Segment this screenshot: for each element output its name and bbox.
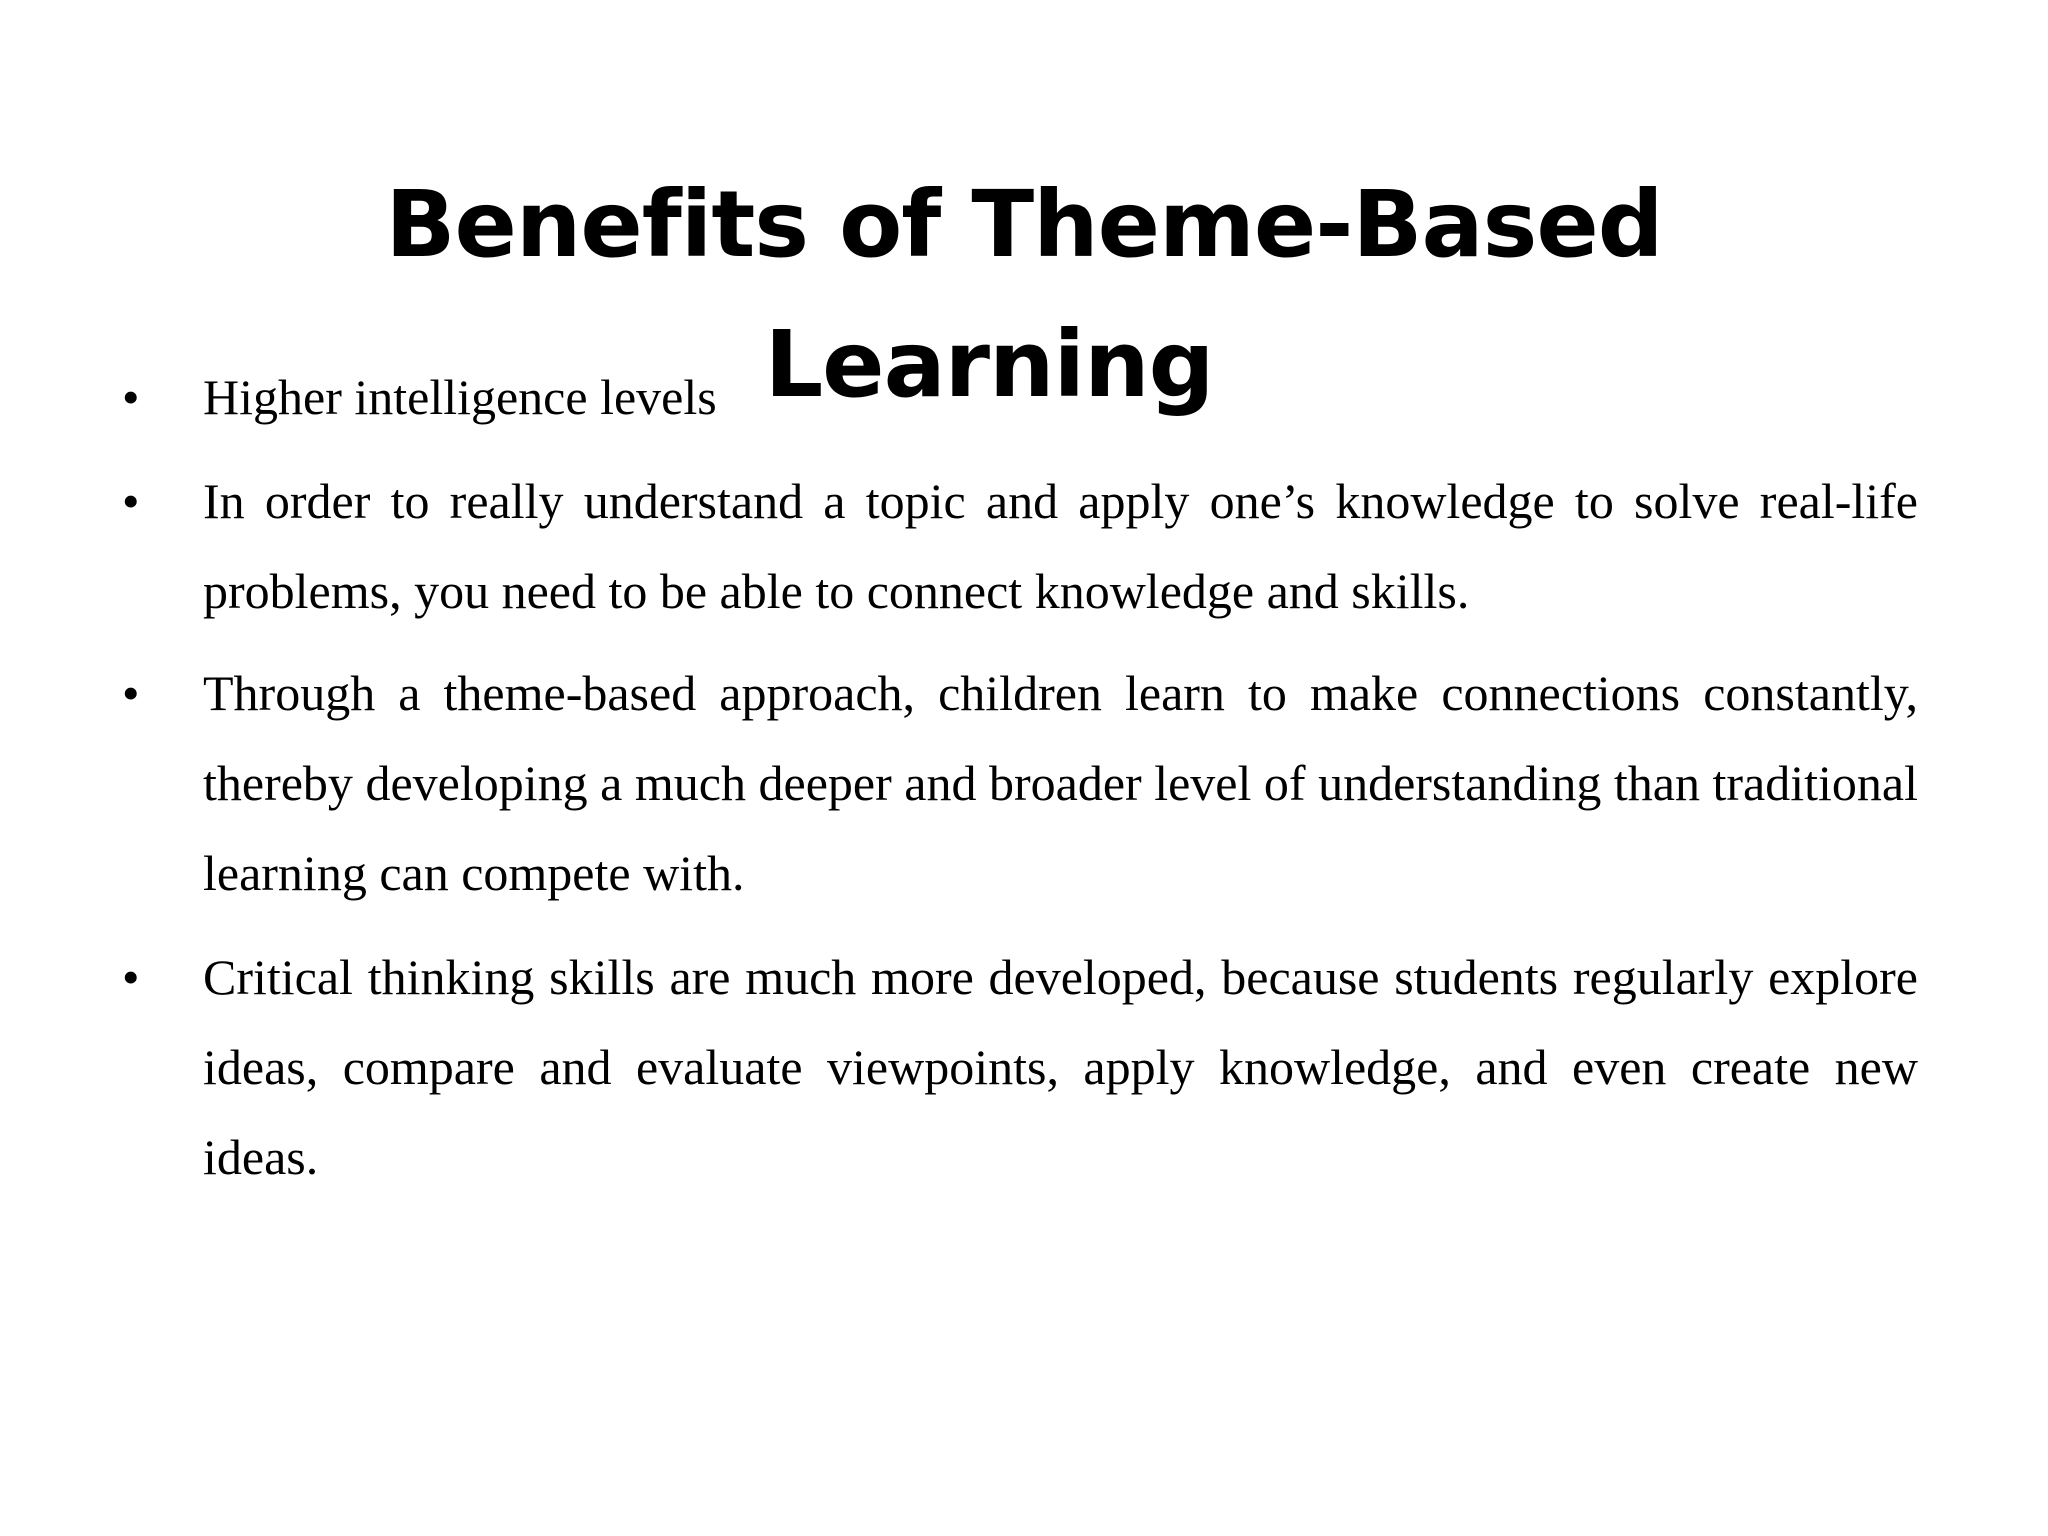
slide-title-line-2: Learning <box>764 311 1214 418</box>
slide-title <box>0 155 2048 435</box>
slide-title-line-1: Benefits of Theme-Based <box>385 171 1663 278</box>
bullet-text: Critical thinking skills are much more developed, because students regularly explore ideas, compare and evaluate viewpoints, apply knowledge, and even create new ideas. <box>203 949 1918 1185</box>
bullet-icon: • <box>122 665 140 721</box>
bullet-icon: • <box>122 473 140 529</box>
bullet-text: Higher intelligence levels <box>203 369 717 425</box>
bullet-text: Through a theme-based approach, children learn to make connections constantly, thereby developing a much deeper and broader level of understanding than traditional learning can compete with. <box>203 665 1918 901</box>
bullet-icon: • <box>122 369 140 425</box>
bullet-icon: • <box>122 949 140 1005</box>
bullet-text: In order to really understand a topic and apply one’s knowledge to solve real-life problems, you need to be able to connect knowledge and skills. <box>203 473 1918 619</box>
